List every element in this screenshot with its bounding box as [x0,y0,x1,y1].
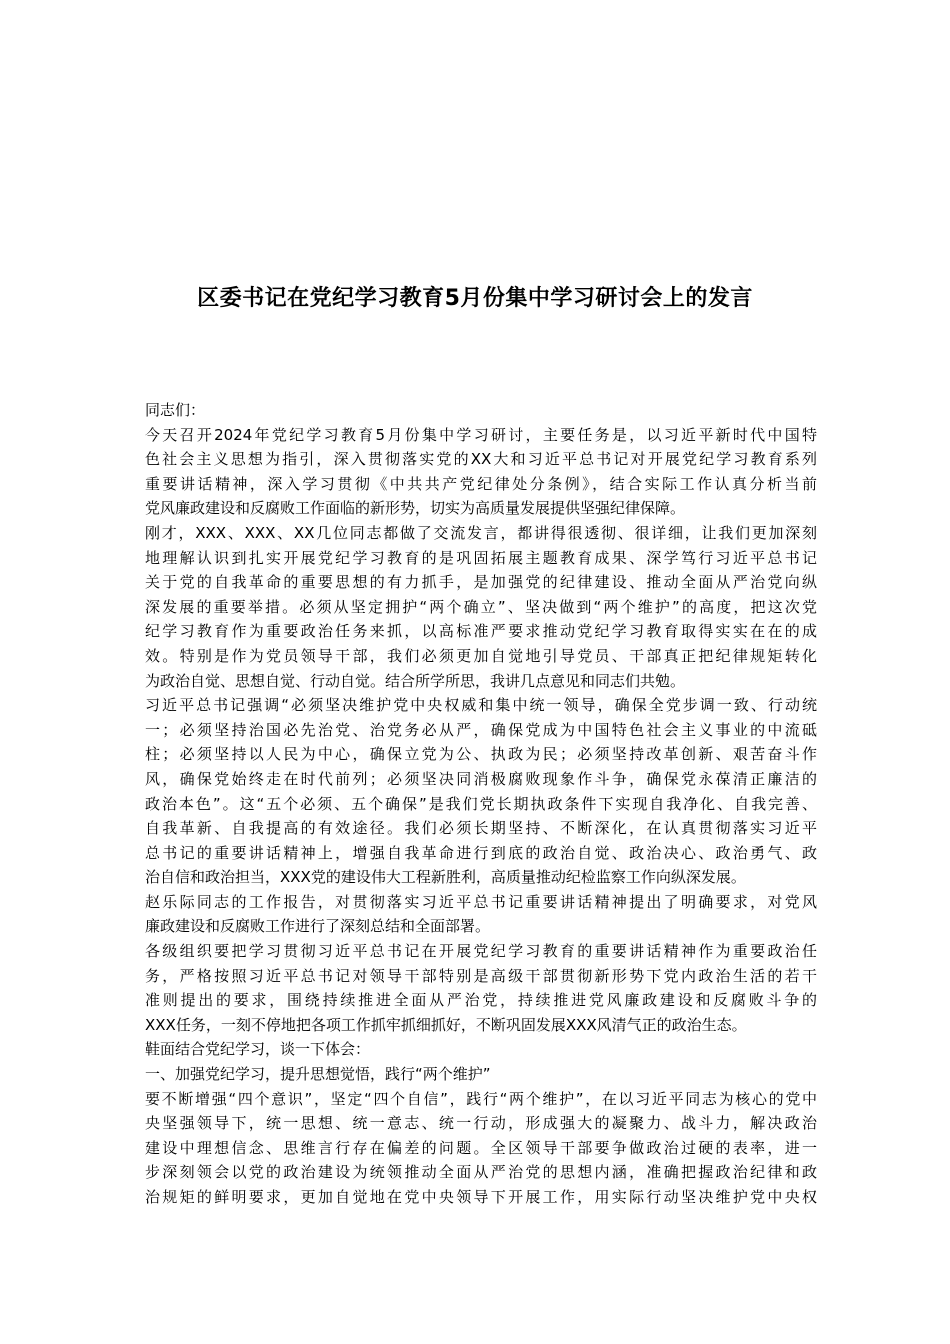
body-text-line: 刚才，XXX、XXX、XX几位同志都做了交流发言，都讲得很透彻、很详细，让我们更加深刻 [145,523,817,542]
body-text-line: 央坚强领导下，统一思想、统一意志、统一行动，形成强大的凝聚力、战斗力，解决政治 [145,1114,817,1133]
body-text-line: 今天召开2024年党纪学习教育5月份集中学习研讨，主要任务是，以习近平新时代中国特 [145,425,817,444]
body-text-line: 色社会主义思想为指引，深入贯彻落实党的XX大和习近平总书记对开展党纪学习教育系列 [145,450,817,469]
body-text-line: 步深刻领会以党的政治建设为统领推动全面从严治党的思想内涵，准确把握政治纪律和政 [145,1163,817,1182]
body-text-line: 准则提出的要求，围绕持续推进全面从严治党，持续推进党风廉政建设和反腐败斗争的 [145,991,817,1010]
body-text-line: 一；必须坚持治国必先治党、治党务必从严，确保党成为中国特色社会主义事业的中流砥 [145,720,817,739]
body-text-line: 廉政建设和反腐败工作进行了深刻总结和全面部署。 [145,917,491,936]
body-text-line: 总书记的重要讲话精神上，增强自我革命进行到底的政治自觉、政治决心、政治勇气、政 [145,843,817,862]
body-text-line: 重要讲话精神，深入学习贯彻《中共共产党纪律处分条例》，结合实际工作认真分析当前 [145,474,817,493]
body-text-line: 深发展的重要举措。必须从坚定拥护“两个确立”、坚决做到“两个维护”的高度，把这次党 [145,597,817,616]
body-text-line: 党风廉政建设和反腐败工作面临的新形势，切实为高质量发展提供坚强纪律保障。 [145,499,686,518]
document-title: 区委书记在党纪学习教育5月份集中学习研讨会上的发言 [197,286,753,311]
body-text-line: 自我革新、自我提高的有效途径。我们必须长期坚持、不断深化，在认真贯彻落实习近平 [145,819,817,838]
body-text-line: 务，严格按照习近平总书记对领导干部特别是高级干部贯彻新形势下党内政治生活的若干 [145,966,817,985]
body-text-line: 风，确保党始终走在时代前列；必须坚决同消极腐败现象作斗争，确保党永葆清正廉洁的 [145,769,817,788]
body-text-line: 一、加强党纪学习，提升思想觉悟，践行“两个维护” [145,1065,491,1084]
body-text-line: 政治本色”。这“五个必须、五个确保”是我们党长期执政条件下实现自我净化、自我完善、 [145,794,817,813]
body-text-line: 赵乐际同志的工作报告，对贯彻落实习近平总书记重要讲话精神提出了明确要求，对党风 [145,892,817,911]
body-text-line: 鞋面结合党纪学习，谈一下体会： [145,1040,371,1059]
body-text-line: 柱；必须坚持以人民为中心，确保立党为公、执政为民；必须坚持改革创新、艰苦奋斗作 [145,745,817,764]
body-text-line: XXX任务，一刻不停地把各项工作抓牢抓细抓好，不断巩固发展XXX风清气正的政治生态。 [145,1015,747,1034]
body-text-line: 纪学习教育作为重要政治任务来抓，以高标准严要求推动党纪学习教育取得实实在在的成 [145,622,817,641]
body-text-line: 各级组织要把学习贯彻习近平总书记在开展党纪学习教育的重要讲话精神作为重要政治任 [145,942,817,961]
body-text-line: 同志们： [145,401,206,419]
body-text-line: 建设中理想信念、思维言行存在偏差的问题。全区领导干部要争做政治过硬的表率，进一 [145,1138,817,1157]
document-body [145,398,817,1210]
body-text-line: 关于党的自我革命的重要思想的有力抓手，是加强党的纪律建设、推动全面从严治党向纵 [145,573,817,592]
body-text-line: 要不断增强“四个意识”，坚定“四个自信”，践行“两个维护”，在以习近平同志为核心的党中 [145,1089,817,1108]
body-text-line: 习近平总书记强调“必须坚决维护党中央权威和集中统一领导，确保全党步调一致、行动统 [145,696,817,715]
body-text-line: 地理解认识到扎实开展党纪学习教育的是巩固拓展主题教育成果、深学笃行习近平总书记 [145,548,817,567]
body-text-line: 治自信和政治担当，XXX党的建设伟大工程新胜利，高质量推动纪检监察工作向纵深发展。 [145,868,746,887]
body-text-line: 治规矩的鲜明要求，更加自觉地在党中央领导下开展工作，用实际行动坚决维护党中央权 [145,1188,817,1206]
body-text-line: 为政治自觉、思想自觉、行动自觉。结合所学所思，我讲几点意见和同志们共勉。 [145,671,686,690]
body-text-line: 效。特别是作为党员领导干部，我们必须更加自觉地引导党员、干部真正把纪律规矩转化 [145,646,817,665]
